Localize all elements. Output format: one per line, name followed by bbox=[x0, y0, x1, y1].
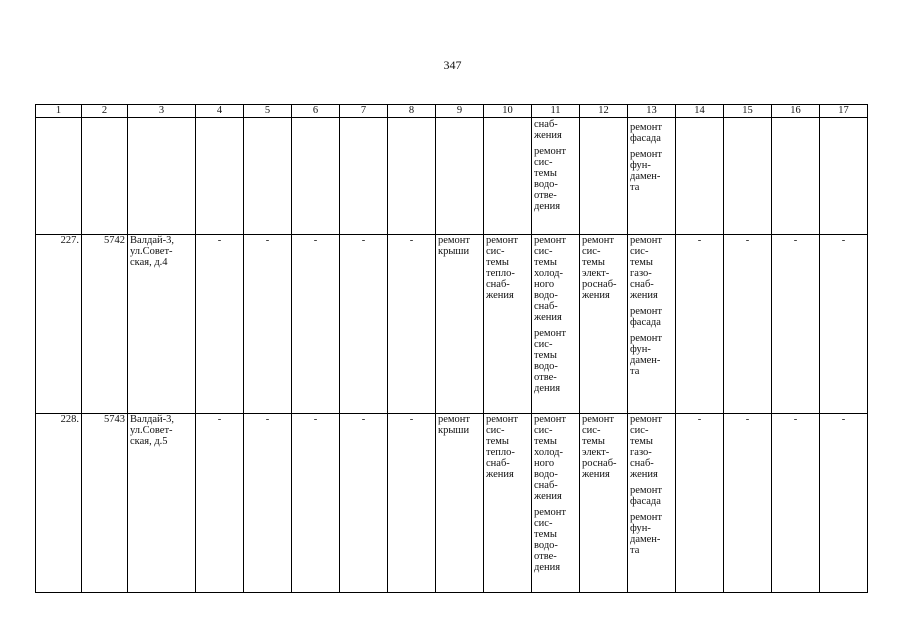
empty-value: - bbox=[724, 414, 772, 593]
table-cell bbox=[128, 118, 196, 235]
building-code: 5742 bbox=[82, 235, 128, 414]
empty-value: - bbox=[772, 235, 820, 414]
building-address: Валдай-3, ул.Совет- ская, д.4 bbox=[128, 235, 196, 414]
work-item: ремонт сис- темы водо- отве- дения bbox=[534, 507, 567, 573]
work-item: снаб- жения bbox=[534, 119, 562, 141]
table-cell bbox=[820, 118, 868, 235]
table-cell bbox=[484, 118, 532, 235]
row-number: 228. bbox=[36, 414, 82, 593]
column-number-row bbox=[36, 105, 868, 118]
table-row bbox=[36, 414, 868, 593]
table-cell bbox=[244, 118, 292, 235]
column-number: 10 bbox=[484, 105, 532, 118]
water-works-cell bbox=[532, 118, 580, 235]
empty-value: - bbox=[292, 414, 340, 593]
row-number: 227. bbox=[36, 235, 82, 414]
heating-repair-cell: ремонт сис- темы тепло- снаб- жения bbox=[484, 414, 532, 593]
work-item: ремонт сис- темы холод- ного водо- снаб- жения bbox=[534, 235, 567, 323]
work-item: ремонт фун- дамен- та bbox=[630, 149, 663, 193]
empty-value: - bbox=[340, 235, 388, 414]
empty-value: - bbox=[292, 235, 340, 414]
empty-value: - bbox=[388, 235, 436, 414]
work-item: ремонт фун- дамен- та bbox=[630, 333, 663, 377]
column-number: 6 bbox=[292, 105, 340, 118]
empty-value: - bbox=[724, 235, 772, 414]
table-cell bbox=[340, 118, 388, 235]
other-works-cell bbox=[628, 414, 676, 593]
table-cell bbox=[580, 118, 628, 235]
table-cell bbox=[772, 118, 820, 235]
table-cell bbox=[676, 118, 724, 235]
capital-repair-table bbox=[35, 104, 868, 593]
work-item: ремонт сис- темы газо- снаб- жения bbox=[630, 235, 663, 301]
table-cell bbox=[82, 118, 128, 235]
empty-value: - bbox=[820, 235, 868, 414]
column-number: 16 bbox=[772, 105, 820, 118]
building-address: Валдай-3, ул.Совет- ская, д.5 bbox=[128, 414, 196, 593]
table-cell bbox=[388, 118, 436, 235]
work-item: ремонт сис- темы холод- ного водо- снаб- жения bbox=[534, 414, 567, 502]
continuation-row bbox=[36, 118, 868, 235]
table-cell bbox=[724, 118, 772, 235]
column-number: 2 bbox=[82, 105, 128, 118]
table-row bbox=[36, 235, 868, 414]
column-number: 13 bbox=[628, 105, 676, 118]
building-code: 5743 bbox=[82, 414, 128, 593]
column-number: 1 bbox=[36, 105, 82, 118]
empty-value: - bbox=[676, 414, 724, 593]
column-number: 14 bbox=[676, 105, 724, 118]
empty-value: - bbox=[676, 235, 724, 414]
electric-repair-cell: ремонт сис- темы элект- роснаб- жения bbox=[580, 414, 628, 593]
electric-repair-cell: ремонт сис- темы элект- роснаб- жения bbox=[580, 235, 628, 414]
heating-repair-cell: ремонт сис- темы тепло- снаб- жения bbox=[484, 235, 532, 414]
column-number: 17 bbox=[820, 105, 868, 118]
column-number: 4 bbox=[196, 105, 244, 118]
column-number: 7 bbox=[340, 105, 388, 118]
empty-value: - bbox=[196, 235, 244, 414]
column-number: 3 bbox=[128, 105, 196, 118]
other-works-cell bbox=[628, 235, 676, 414]
table-cell bbox=[292, 118, 340, 235]
roof-repair-cell: ремонт крыши bbox=[436, 414, 484, 593]
work-item: ремонт фун- дамен- та bbox=[630, 512, 663, 556]
empty-value: - bbox=[772, 414, 820, 593]
empty-value: - bbox=[196, 414, 244, 593]
water-works-cell bbox=[532, 414, 580, 593]
roof-repair-cell: ремонт крыши bbox=[436, 235, 484, 414]
work-item: ремонт фасада bbox=[630, 306, 663, 328]
work-item: ремонт фасада bbox=[630, 122, 663, 144]
table-cell bbox=[436, 118, 484, 235]
work-item: ремонт сис- темы водо- отве- дения bbox=[534, 328, 567, 394]
work-item: ремонт сис- темы водо- отве- дения bbox=[534, 146, 567, 212]
table-cell bbox=[196, 118, 244, 235]
work-item: ремонт фасада bbox=[630, 485, 663, 507]
column-number: 9 bbox=[436, 105, 484, 118]
water-works-cell bbox=[532, 235, 580, 414]
column-number: 15 bbox=[724, 105, 772, 118]
empty-value: - bbox=[244, 235, 292, 414]
page-number: 347 bbox=[443, 58, 462, 72]
column-number: 12 bbox=[580, 105, 628, 118]
empty-value: - bbox=[388, 414, 436, 593]
column-number: 8 bbox=[388, 105, 436, 118]
column-number: 5 bbox=[244, 105, 292, 118]
column-number: 11 bbox=[532, 105, 580, 118]
empty-value: - bbox=[340, 414, 388, 593]
table-cell bbox=[36, 118, 82, 235]
other-works-cell bbox=[628, 118, 676, 235]
empty-value: - bbox=[820, 414, 868, 593]
empty-value: - bbox=[244, 414, 292, 593]
work-item: ремонт сис- темы газо- снаб- жения bbox=[630, 414, 663, 480]
